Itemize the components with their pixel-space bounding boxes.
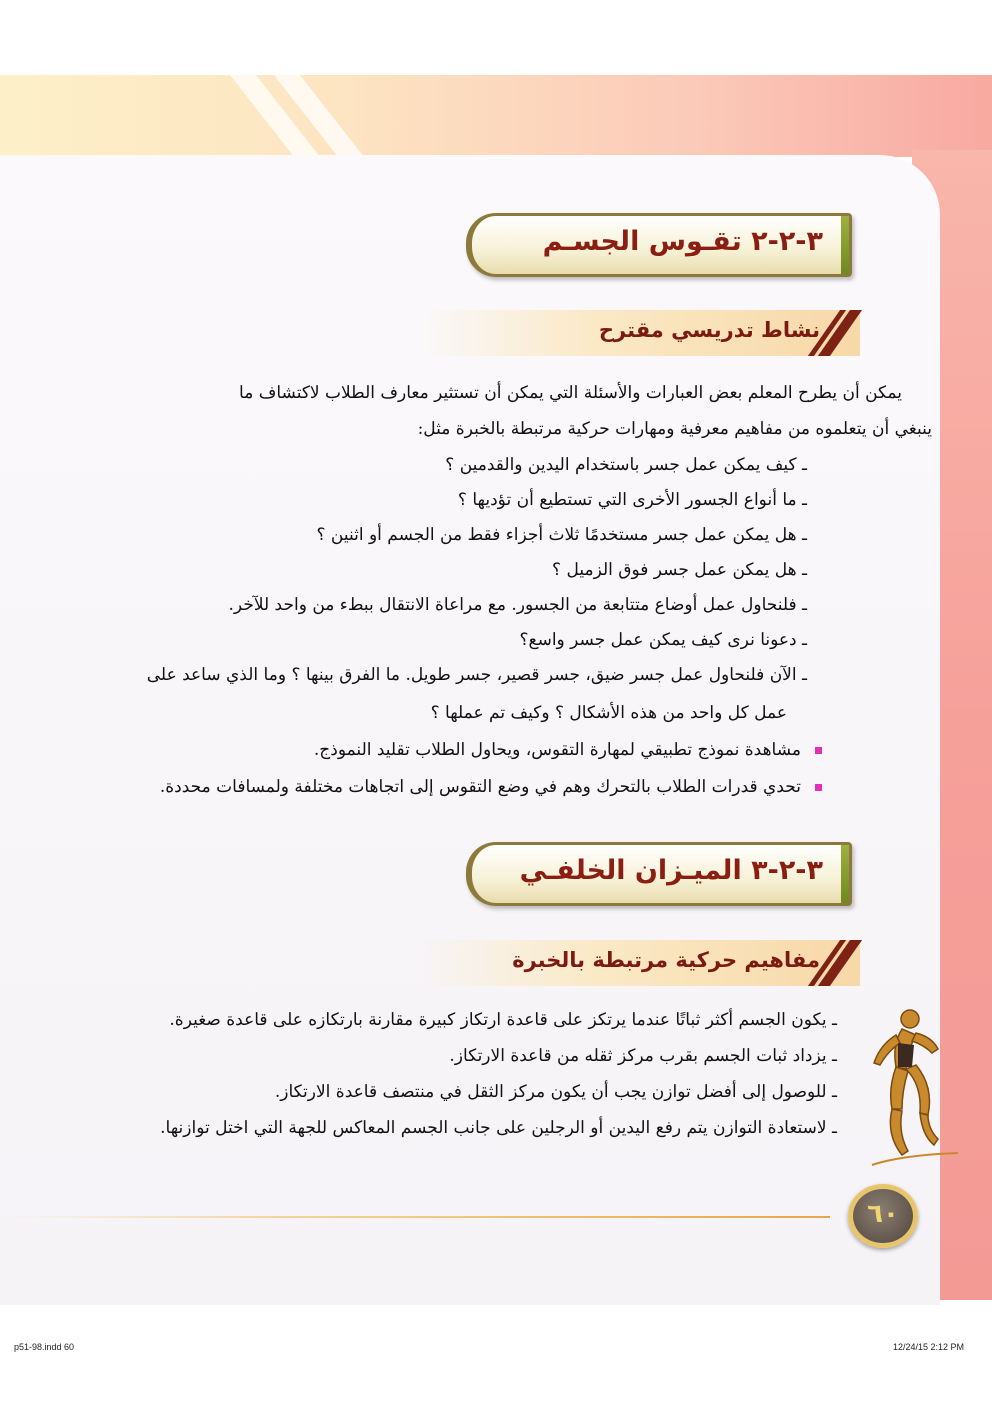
intro-paragraph: [72, 383, 932, 443]
list-item: ـ دعونا نرى كيف يمكن عمل جسر واسع؟: [519, 630, 807, 650]
list-item: ـ يكون الجسم أكثر ثباتًا عندما يرتكز على قاعدة ارتكاز كبيرة مقارنة بارتكازه على قاعدة صغيرة.: [169, 1010, 837, 1030]
section-heading-back-balance: [466, 842, 852, 906]
print-date-label: 12/24/15 2:12 PM: [892, 1342, 964, 1352]
concept-list: [77, 1010, 837, 1160]
section-title: ٣-٢-٢ تقـوس الجسـم: [542, 226, 823, 257]
list-item: ـ كيف يمكن عمل جسر باستخدام اليدين والقدمين ؟: [445, 455, 807, 475]
list-item: ـ يزداد ثبات الجسم بقرب مركز ثقله من قاعدة الارتكاز.: [449, 1046, 837, 1066]
heading-accent-bar: [841, 216, 849, 274]
bullet-square-icon: [815, 747, 822, 754]
footer-rule: [8, 1216, 830, 1218]
list-item: ـ فلنحاول عمل أوضاع متتابعة من الجسور. مع مراعاة الانتقال ببطء من واحد للآخر.: [228, 595, 807, 615]
list-item: تحدي قدرات الطلاب بالتحرك وهم في وضع التقوس إلى اتجاهات مختلفة ولمسافات محددة.: [160, 777, 822, 797]
list-item: ـ لاستعادة التوازن يتم رفع اليدين أو الرجلين على جانب الجسم المعاكس للجهة التي اختل توازنها.: [160, 1118, 837, 1138]
list-item-continuation: عمل كل واحد من هذه الأشكال ؟ وكيف تم عملها ؟: [430, 703, 787, 723]
list-item: ـ هل يمكن عمل جسر مستخدمًا ثلاث أجزاء فقط من الجسم أو اثنين ؟: [316, 525, 807, 545]
intro-line: يمكن أن يطرح المعلم بعض العبارات والأسئلة التي يمكن أن تستثير معارف الطلاب لاكتشاف ما: [239, 383, 902, 403]
question-list: [107, 455, 807, 725]
list-item: ـ ما أنواع الجسور الأخرى التي تستطيع أن تؤديها ؟: [457, 490, 807, 510]
subheading-title: مفاهيم حركية مرتبطة بالخبرة: [512, 948, 820, 972]
runner-illustration: [862, 1005, 962, 1175]
bullet-square-icon: [815, 784, 822, 791]
list-item: ـ للوصول إلى أفضل توازن يجب أن يكون مركز الثقل في منتصف قاعدة الارتكاز.: [274, 1082, 837, 1102]
list-item: مشاهدة نموذج تطبيقي لمهارة التقوس، ويحاول الطلاب تقليد النموذج.: [314, 740, 822, 760]
subheading-band: [420, 940, 860, 986]
list-item: ـ هل يمكن عمل جسر فوق الزميل ؟: [552, 560, 807, 580]
heading-accent-bar: [841, 845, 849, 903]
print-file-label: p51-98.indd 60: [14, 1342, 75, 1352]
page-number-badge: [848, 1184, 918, 1248]
page-number: ٦٠: [867, 1199, 899, 1229]
bullet-list: [122, 740, 822, 810]
section-title: ٣-٢-٣ الميـزان الخلفـي: [519, 855, 823, 886]
intro-line: ينبغي أن يتعلموه من مفاهيم معرفية ومهارات حركية مرتبطة بالخبرة مثل:: [417, 419, 932, 439]
top-decorative-band: [0, 75, 992, 157]
subheading-band: [420, 310, 860, 356]
section-heading-body-arch: [466, 213, 852, 277]
list-item: ـ الآن فلنحاول عمل جسر ضيق، جسر قصير، جسر طويل. ما الفرق بينها ؟ وما الذي ساعد على: [146, 665, 807, 685]
subheading-title: نشاط تدريسي مقترح: [598, 318, 820, 342]
